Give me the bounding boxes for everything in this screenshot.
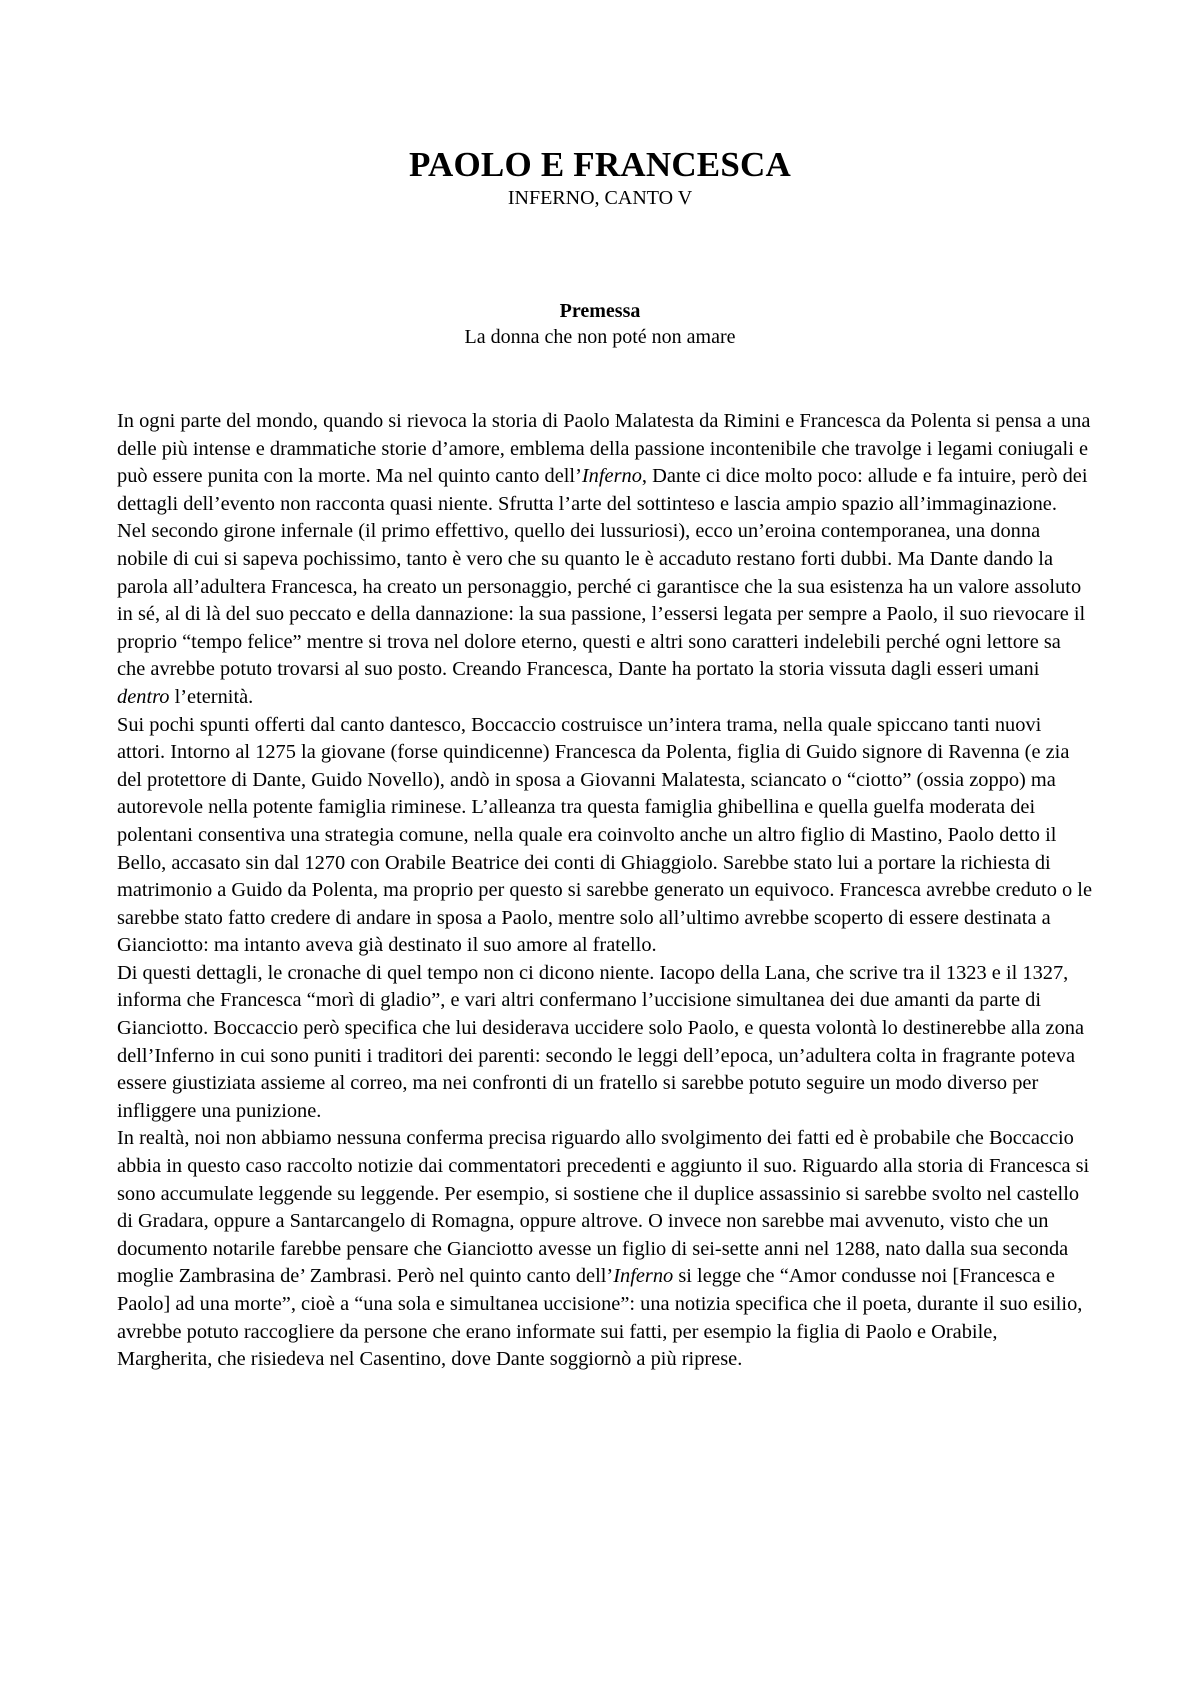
document-title: PAOLO E FRANCESCA (409, 145, 791, 184)
body-paragraph (117, 408, 1093, 518)
paragraph-text: Nel secondo girone infernale (il primo effettivo, quello dei lussuriosi), ecco un’eroina contemporanea, una donna nobile di cui si sapeva pochissimo, tanto è vero che su quanto le è accaduto restano forti dubbi. Ma Dante dando la parola all’adultera Francesca, ha creato un personaggio, perché ci garantisce che la sua esistenza ha un valore assoluto in sé, al di là del suo peccato e della dannazione: la sua passione, l’essersi legata per sempre a Paolo, il suo rievocare il proprio “tempo felice” mentre si trova nel dolore eterno, questi e altri sono caratteri indelebili perché ogni lettore sa che avrebbe potuto trovarsi al suo posto. Creando Francesca, Dante ha portato la storia vissuta dagli esseri umani (117, 520, 1086, 681)
body-paragraph (117, 712, 1093, 960)
italic-text: Inferno (581, 465, 642, 488)
premise-block (0, 298, 1200, 350)
paragraph-text: l’eternità. (169, 685, 254, 708)
italic-text: dentro (117, 685, 170, 708)
paragraph-text: Sui pochi spunti offerti dal canto dantesco, Boccaccio costruisce un’intera trama, nella quale spiccano tanti nuovi attori. Intorno al 1275 la giovane (forse quindicenne) Francesca da Polenta, figlia di Guido signore di Ravenna (e zia del protettore di Dante, Guido Novello), andò in sposa a Giovanni Malatesta, sciancato o “ciotto” (ossia zoppo) ma autorevole nella potente famiglia riminese. L’alleanza tra questa famiglia ghibellina e quella guelfa moderata dei polentani consentiva una strategia comune, nella quale era coinvolto anche un altro figlio di Mastino, Paolo detto il Bello, accasato sin dal 1270 con Orabile Beatrice dei conti di Ghiaggiolo. Sarebbe stato lui a portare la richiesta di matrimonio a Guido da Polenta, ma proprio per questo si sarebbe generato un equivoco. Francesca avrebbe creduto o le sarebbe stato fatto credere di andare in sposa a Paolo, mentre solo all’ultimo avrebbe scoperto di essere destinata a Gianciotto: ma intanto aveva già destinato il suo amore al fratello. (117, 713, 1093, 957)
body-paragraph (117, 1125, 1093, 1373)
paragraph-text: In ogni parte del mondo, quando si rievoca la storia di Paolo Malatesta da Rimini e Francesca da Polenta si pensa a una delle più intense e drammatiche storie d’amore, emblema della passione incontenibile che travolge i legami coniugali e può essere punita con la morte. Ma nel quinto canto dell’ (117, 410, 1091, 488)
premise-heading: Premessa (559, 300, 641, 322)
body-text (117, 408, 1093, 1374)
italic-text: Inferno (613, 1265, 674, 1288)
body-paragraph (117, 960, 1093, 1126)
paragraph-text: Di questi dettagli, le cronache di quel tempo non ci dicono niente. Iacopo della Lana, che scrive tra il 1323 e il 1327, informa che Francesca “morì di gladio”, e vari altri confermano l’uccisione simultanea dei due amanti da parte di Gianciotto. Boccaccio però specifica che lui desiderava uccidere solo Paolo, e questa volontà lo destinerebbe alla zona dell’Inferno in cui sono puniti i traditori dei parenti: secondo le leggi dell’epoca, un’adultera colta in fragrante poteva essere giustiziata assieme al correo, ma nei confronti di un fratello si sarebbe potuto seguire un modo diverso per infliggere una punizione. (117, 961, 1085, 1122)
premise-subheading: La donna che non poté non amare (464, 326, 736, 348)
paragraph-text: , Dante ci dice molto poco: allude e fa intuire, però dei dettagli dell’evento non racconta quasi niente. Sfrutta l’arte del sottinteso e lascia ampio spazio all’immaginazione. (117, 465, 1088, 515)
paragraph-text: si legge che “Amor condusse noi [Francesca e Paolo] ad una morte”, cioè a “una sola e simultanea uccisione”: una notizia specifica che il poeta, durante il suo esilio, avrebbe potuto raccogliere da persone che erano informate sui fatti, per esempio la figlia di Paolo e Orabile, Margherita, che risiedeva nel Casentino, dove Dante soggiornò a più riprese. (117, 1265, 1083, 1371)
document-subtitle: INFERNO, CANTO V (507, 187, 693, 209)
title-block (0, 144, 1200, 210)
body-paragraph (117, 518, 1093, 711)
paragraph-text: In realtà, noi non abbiamo nessuna conferma precisa riguardo allo svolgimento dei fatti ed è probabile che Boccaccio abbia in questo caso raccolto notizie dai commentatori precedenti e aggiunto il suo. Riguardo alla storia di Francesca si sono accumulate leggende su leggende. Per esempio, si sostiene che il duplice assassinio si sarebbe svolto nel castello di Gradara, oppure a Santarcangelo di Romagna, oppure altrove. O invece non sarebbe mai avvenuto, visto che un documento notarile farebbe pensare che Gianciotto avesse un figlio di sei-sette anni nel 1288, nato dalla sua seconda moglie Zambrasina de’ Zambrasi. Però nel quinto canto dell’ (117, 1127, 1090, 1288)
